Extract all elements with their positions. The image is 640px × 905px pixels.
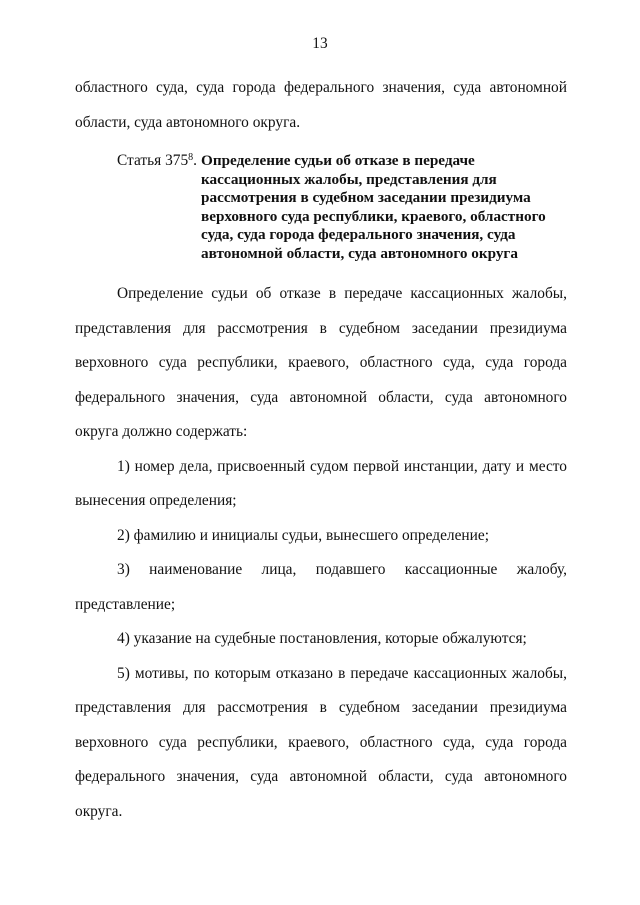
article-title-line: суда, суда города федерального значения, суда xyxy=(201,226,516,243)
document-body xyxy=(75,71,567,829)
intro-line-1: областного суда, суда города федерального значения, суда автономной xyxy=(75,79,567,96)
article-title-line: рассмотрения в судебном заседании президиума xyxy=(201,189,531,206)
article-heading xyxy=(75,152,567,263)
page-number: 13 xyxy=(312,35,328,52)
list-item-3-continued: представление; xyxy=(75,595,176,613)
article-title xyxy=(201,152,553,263)
article-superscript: 8 xyxy=(188,152,194,163)
article-title-line: верховного суда республики, краевого, областного xyxy=(201,207,546,225)
list-item-3: 3) наименование лица, подавшего кассационные жалобу, xyxy=(117,561,567,578)
list-item-4: 4) указание на судебные постановления, которые обжалуются; xyxy=(117,630,527,647)
paragraph-1: Определение судьи об отказе в передаче кассационных жалобы, представления для рассмотрения в судебном заседании президиума верховного суда республики, краевого, областного суда, суда города федерального значения, суда автономной области, суда автономного округа должно содержать: xyxy=(75,285,567,440)
list-item-5: 5) мотивы, по которым отказано в передаче кассационных жалобы, представления для рассмотрения в судебном заседании президиума верховного суда республики, краевого, областного суда, суда города федерального значения, суда автономной области, суда автономного округа. xyxy=(75,664,567,820)
article-number: Статья $375^8$. xyxy=(117,152,198,169)
article-title-line: автономной области, суда автономного округа xyxy=(201,244,518,262)
article-title-line: Определение судьи об отказе в передаче xyxy=(201,152,475,169)
list-item-2: 2) фамилию и инициалы судьи, вынесшего определение; xyxy=(117,526,489,544)
article-title-line: кассационных жалобы, представления для xyxy=(201,170,497,188)
intro-line-2: области, суда автономного округа. xyxy=(75,113,301,131)
list-item-1: 1) номер дела, присвоенный судом первой инстанции, дату и место вынесения определения; xyxy=(75,457,567,509)
